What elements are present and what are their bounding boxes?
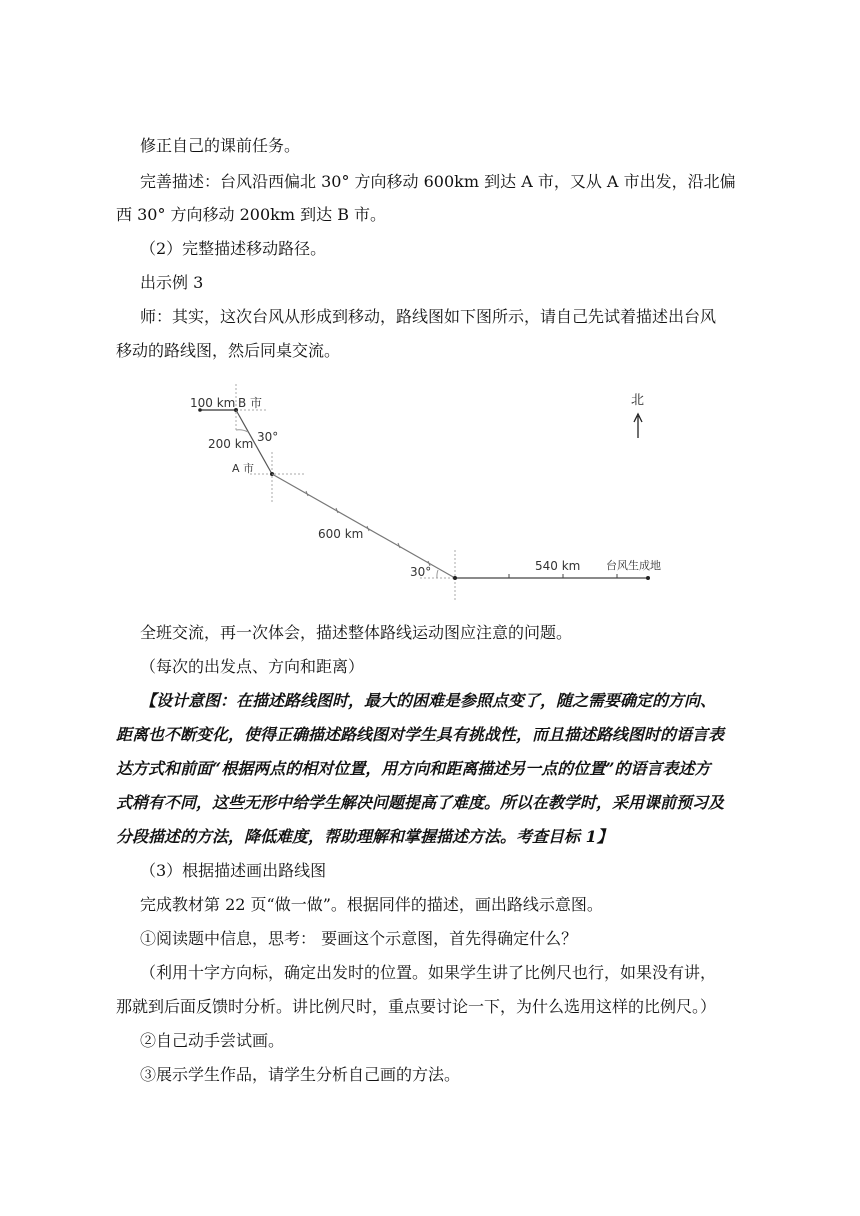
design-intent-4: 式稍有不同，这些无形中给学生解决问题提高了难度。所以在教学时，采用课前预习及 (116, 793, 725, 812)
para-2b: 西 30° 方向移动 200km 到达 B 市。 (116, 205, 387, 224)
heading-3: （3）根据描述画出路线图 (140, 861, 327, 880)
angle-arc-origin (437, 570, 438, 578)
para-3a: 师：其实，这次台风从形成到移动，路线图如下图所示，请自己先试着描述出台风 (140, 307, 717, 326)
origin-label: 台风生成地 (606, 559, 661, 572)
para-3b: 移动的路线图，然后同桌交流。 (116, 341, 341, 360)
step-1-note-b: 那就到后面反馈时分析。讲比例尺时，重点要讨论一下，为什么选用这样的比例尺。） (116, 997, 717, 1016)
example-3: 出示例 3 (140, 273, 204, 292)
scale-label: 100 km (190, 396, 236, 410)
step-1: ①阅读题中信息，思考： 要画这个示意图，首先得确定什么？ (140, 929, 578, 948)
dist-origin-label: 540 km (535, 559, 581, 573)
a-city-label: A 市 (232, 462, 255, 475)
step-1-note-a: （利用十字方向标，确定出发时的位置。如果学生讲了比例尺也行，如果没有讲， (140, 963, 717, 982)
step-3: ③展示学生作品，请学生分析自己画的方法。 (140, 1065, 461, 1084)
dist-a-origin-label: 600 km (318, 527, 364, 541)
design-intent-1: 【设计意图：在描述路线图时，最大的困难是参照点变了，随之需要确定的方向、 (140, 691, 717, 710)
para-6: 完成教材第 22 页“做一做”。根据同伴的描述，画出路线示意图。 (140, 895, 603, 914)
para-1: 修正自己的课前任务。 (140, 136, 301, 155)
para-5: （每次的出发点、方向和距离） (140, 657, 365, 676)
route-diagram (0, 380, 860, 610)
b-city-label: B 市 (238, 396, 263, 410)
design-intent-3: 达方式和前面“根据两点的相对位置，用方向和距离描述另一点的位置”的语言表述方 (116, 759, 711, 778)
heading-2: （2）完整描述移动路径。 (140, 239, 327, 258)
angle-b-label: 30° (257, 430, 279, 444)
step-2: ②自己动手尝试画。 (140, 1031, 285, 1050)
origin-dot (453, 576, 457, 580)
para-2a: 完善描述：台风沿西偏北 30° 方向移动 600km 到达 A 市，又从 A 市出发，沿北偏 (140, 172, 736, 191)
north-label: 北 (631, 393, 645, 408)
design-intent-5: 分段描述的方法，降低难度，帮助理解和掌握描述方法。考查目标 1】 (116, 827, 613, 846)
angle-arc-b (236, 430, 248, 432)
route-a-origin (272, 474, 455, 578)
origin-end-dot (646, 576, 650, 580)
dist-ab-label: 200 km (208, 437, 254, 451)
design-intent-2: 距离也不断变化，使得正确描述路线图对学生具有挑战性，而且描述路线图时的语言表 (116, 725, 725, 744)
angle-origin-label: 30° (410, 565, 432, 579)
para-4: 全班交流，再一次体会，描述整体路线运动图应注意的问题。 (140, 623, 573, 642)
